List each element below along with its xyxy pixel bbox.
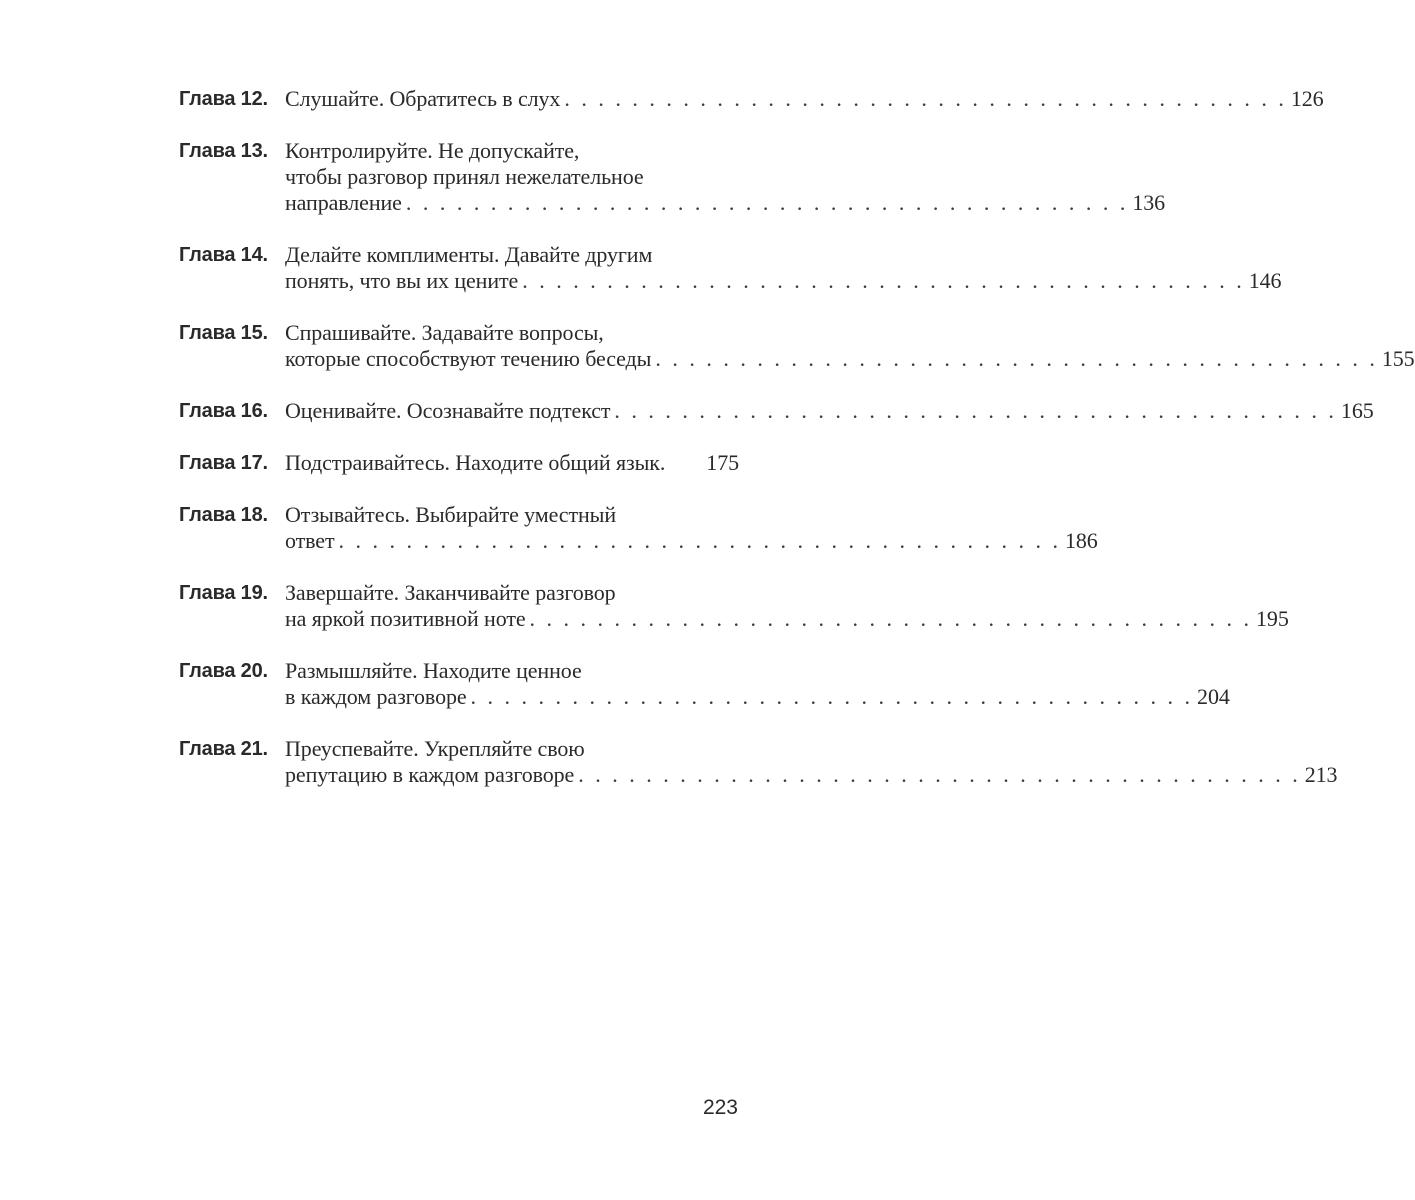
chapter-title: [285, 138, 1166, 216]
toc-entry: [179, 580, 1289, 632]
chapter-label: Глава 15.: [179, 322, 268, 344]
dot-leader: . . . . . . . . . . . . . . . . . . . . . . . . . . . . . . . . . . . . . . . . . . .: [405, 190, 1129, 215]
chapter-label: Глава 16.: [179, 400, 268, 422]
chapter-title-line: Подстраивайтесь. Находите общий язык.: [285, 450, 666, 475]
chapter-title-line: Слушайте. Обратитесь в слух: [285, 86, 561, 111]
toc-entry: [179, 658, 1230, 710]
chapter-title: [285, 242, 1282, 294]
chapter-title-line: Спрашивайте. Задавайте вопросы,: [285, 320, 604, 345]
chapter-title: [285, 580, 1289, 632]
page-number: 136: [1132, 190, 1166, 215]
page-number: 195: [1256, 606, 1289, 631]
chapter-title: [285, 658, 1230, 710]
dot-leader: . . . . . . . . . . . . . . . . . . . . . . . . . . . . . . . . . . . . . . . . . . .: [470, 684, 1194, 709]
page-folio: 223: [702, 1096, 738, 1119]
chapter-title-line: Преуспевайте. Укрепляйте свою: [285, 736, 585, 761]
dot-leader: . . . . . . . . . . . . . . . . . . . . . . . . . . . . . . . . . . . . . . . . . . .: [655, 346, 1378, 371]
chapter-label: Глава 18.: [179, 504, 268, 526]
toc-entry: [179, 138, 1166, 216]
toc-entry: [179, 450, 739, 476]
chapter-label: Глава 17.: [179, 452, 268, 474]
chapter-title-line: Делайте комплименты. Давайте другим: [285, 242, 653, 267]
dot-leader: . . . . . . . . . . . . . . . . . . . . . . . . . . . . . . . . . . . . . . . . . . .: [578, 762, 1301, 787]
chapter-title-line: Оценивайте. Осознавайте подтекст: [285, 398, 611, 423]
toc-entry: [179, 736, 1338, 788]
chapter-label: Глава 14.: [179, 244, 268, 266]
chapter-title-line: понять, что вы их цените: [285, 268, 519, 293]
chapter-label: Глава 19.: [179, 582, 268, 604]
chapter-title-line: Отзывайтесь. Выбирайте уместный: [285, 502, 616, 527]
chapter-label: Глава 21.: [179, 738, 268, 760]
chapter-title: [285, 86, 1324, 112]
toc-entry: [179, 242, 1282, 294]
page-number: 213: [1304, 762, 1338, 787]
dot-leader: . . . . . . . . . . . . . . . . . . . . . . . . . . . . . . . . . . . . . . . . . . .: [564, 86, 1287, 111]
chapter-title-line: в каждом разговоре: [285, 684, 467, 709]
toc-entry: [179, 320, 1415, 372]
toc-entry: [179, 86, 1324, 112]
chapter-title-line: репутацию в каждом разговоре: [285, 762, 575, 787]
dot-leader: . . . . . . . . . . . . . . . . . . . . . . . . . . . . . . . . . . . . . . . . . . .: [529, 606, 1253, 631]
page-number: 204: [1197, 684, 1230, 709]
dot-leader: . . . . . . . . . . . . . . . . . . . . . . . . . . . . . . . . . . . . . . . . . . .: [338, 528, 1061, 553]
toc-entry: [179, 502, 1098, 554]
chapter-title: [285, 736, 1338, 788]
chapter-title-line: чтобы разговор принял нежелательное: [285, 164, 644, 189]
page-number: 126: [1290, 86, 1324, 111]
dot-leader: . . . . . . . . . . . . . . . . . . . . . . . . . . . . . . . . . . . . . . . . . . .: [614, 398, 1337, 423]
dot-leader: . . . . . . . . . . . . . . . . . . . . . . . . . . . . . . . . . . . . . . . . . . .: [522, 268, 1245, 293]
page-number: 165: [1340, 398, 1374, 423]
chapter-title: [285, 398, 1374, 424]
chapter-title-line: Контролируйте. Не допускайте,: [285, 138, 580, 163]
chapter-title-line: которые способствуют течению беседы: [285, 346, 652, 371]
chapter-label: Глава 20.: [179, 660, 268, 682]
chapter-title: [285, 502, 1098, 554]
table-of-contents: [179, 86, 1415, 814]
chapter-title-line: на яркой позитивной ноте: [285, 606, 526, 631]
chapter-title-line: ответ: [285, 528, 335, 553]
chapter-title-line: направление: [285, 190, 402, 215]
toc-entry: [179, 398, 1374, 424]
chapter-title-line: Завершайте. Заканчивайте разговор: [285, 580, 616, 605]
chapter-title: [285, 320, 1415, 372]
chapter-title-line: Размышляйте. Находите ценное: [285, 658, 582, 683]
page-number: 155: [1381, 346, 1415, 371]
chapter-label: Глава 12.: [179, 88, 268, 110]
page-number: 175: [706, 450, 739, 475]
page-number: 186: [1064, 528, 1098, 553]
chapter-label: Глава 13.: [179, 140, 268, 162]
page-number: 146: [1248, 268, 1282, 293]
chapter-title: [285, 450, 739, 476]
